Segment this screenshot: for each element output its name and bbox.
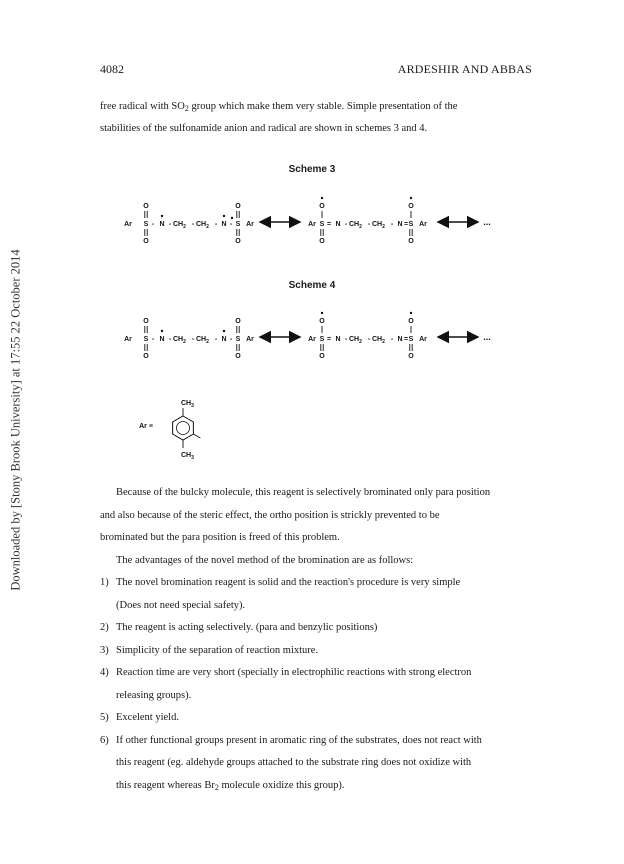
ch3-label: $CH_3$: [181, 452, 194, 461]
bond-dash: -: [229, 336, 233, 343]
ar-label: Ar: [419, 221, 427, 228]
ch2-label: $CH_2$: [173, 336, 186, 345]
oxygen-label: O: [319, 353, 325, 360]
radical-dot: [223, 215, 225, 217]
bond-dash: -: [151, 221, 155, 228]
oxygen-label: O: [143, 238, 149, 245]
ar-label: Ar: [246, 221, 254, 228]
oxygen-label: O: [408, 353, 414, 360]
bond-double: =: [403, 221, 409, 228]
ch2-label: $CH_2$: [196, 336, 209, 345]
list-text: Simplicity of the separation of reaction mixture.: [116, 644, 319, 656]
radical-dot: [321, 197, 323, 199]
radical-dot: [321, 312, 323, 314]
download-watermark-text: Downloaded by [Stony Brook University] at 17:55 22 October 2014: [8, 249, 23, 591]
list-text: The novel bromination reagent is solid and the reaction's procedure is very simple: [116, 577, 461, 588]
oxygen-label: O: [408, 318, 414, 325]
list-text-continued: (Does not need special safety).: [116, 599, 246, 611]
ar-label: Ar: [419, 336, 427, 343]
bond-dash: -: [229, 221, 233, 228]
ch2-label: $CH_2$: [349, 221, 362, 230]
sulfur-label: S: [408, 336, 414, 343]
sulfur-label: S: [235, 221, 241, 228]
list-number: 6): [100, 734, 109, 746]
sulfur-label: S: [143, 221, 149, 228]
radical-dot: [161, 215, 163, 217]
sulfur-label: S: [143, 336, 149, 343]
ch2-label: $CH_2$: [196, 221, 209, 230]
oxygen-label: O: [235, 353, 241, 360]
ar-label: Ar: [308, 221, 316, 228]
bond-dash: -: [367, 336, 371, 343]
oxygen-label: O: [235, 203, 241, 210]
oxygen-label: O: [143, 318, 149, 325]
ar-label: Ar: [308, 336, 316, 343]
aromatic-circle: [177, 422, 190, 435]
list-text: If other functional groups present in aromatic ring of the substrates, does not react with: [116, 734, 482, 746]
bond-dash: -: [214, 221, 218, 228]
scheme-3-title: Scheme 3: [288, 164, 336, 175]
list-text-continued: [100, 775, 532, 800]
body-paragraph-line: brominated but the para position is freed of this problem.: [100, 532, 340, 543]
benzene-ring: [173, 416, 194, 440]
list-number: 5): [100, 712, 109, 723]
page-number: 4082: [100, 62, 124, 76]
list-text: Reaction time are very short (specially in electrophilic reactions with strong electron: [116, 667, 472, 678]
advantage-item-6: [100, 730, 532, 800]
body-paragraph-line: and also because of the steric effect, the ortho position is strickly prevented to be: [100, 509, 440, 521]
nitrogen-label: N: [335, 221, 341, 228]
sulfur-label: S: [319, 336, 325, 343]
body-text: [100, 482, 532, 799]
bond-dash: -: [344, 221, 348, 228]
list-text: Excelent yield.: [116, 712, 179, 723]
oxygen-label: O: [235, 238, 241, 245]
intro-line-2: stabilities of the sulfonamide anion and radical are shown in schemes 3 and 4.: [100, 123, 428, 134]
oxygen-label: O: [319, 238, 325, 245]
list-number: 4): [100, 667, 109, 678]
advantage-item-2: [100, 617, 532, 640]
bond-dash: -: [390, 336, 394, 343]
oxygen-label: O: [143, 353, 149, 360]
oxygen-label: O: [319, 203, 325, 210]
ch2-label: $CH_2$: [173, 221, 186, 230]
radical-dot: [410, 312, 412, 314]
body-paragraph-line: Because of the bulcky molecule, this reagent is selectively brominated only para position: [116, 487, 491, 498]
intro-line-1-pre: free radical with SO: [100, 101, 185, 112]
advantage-item-3: [100, 640, 532, 663]
nitrogen-label: N: [159, 221, 165, 228]
ar-label: Ar: [124, 221, 132, 228]
ch2-label: $CH_2$: [372, 221, 385, 230]
bond-double: =: [326, 221, 332, 228]
list-number: 1): [100, 577, 109, 588]
oxygen-label: O: [319, 318, 325, 325]
attachment-bond: [193, 434, 200, 438]
list-text: The reagent is acting selectively. (para and benzylic positions): [116, 622, 378, 633]
scheme-4-title: Scheme 4: [288, 280, 336, 291]
list-number: 3): [100, 644, 109, 656]
sulfur-label: S: [319, 221, 325, 228]
ar-definition-label: Ar ≡: [139, 423, 153, 430]
bond-dash: -: [168, 221, 172, 228]
running-head: ARDESHIR AND ABBAS: [397, 62, 532, 76]
list-text-continued: releasing groups).: [116, 689, 192, 701]
br2-subscript: 2: [214, 782, 219, 792]
bond-dash: -: [168, 336, 172, 343]
oxygen-label: O: [408, 203, 414, 210]
oxygen-label: O: [408, 238, 414, 245]
advantage-item-5: [100, 707, 532, 730]
bond-dash: -: [344, 336, 348, 343]
nitrogen-label: N: [159, 336, 165, 343]
nitrogen-label: N: [397, 221, 403, 228]
radical-dot: [161, 330, 163, 332]
structure-drawing: [124, 197, 491, 461]
radical-dot: [410, 197, 412, 199]
sulfur-label: S: [408, 221, 414, 228]
oxygen-label: O: [143, 203, 149, 210]
nitrogen-label: N: [335, 336, 341, 343]
ch2-label: $CH_2$: [372, 336, 385, 345]
radical-dot: [231, 217, 233, 219]
continuation-ellipsis: ...: [483, 332, 491, 342]
continuation-ellipsis: ...: [483, 217, 491, 227]
list-number: 2): [100, 622, 109, 633]
ar-label: Ar: [246, 336, 254, 343]
so2-subscript: 2: [184, 104, 189, 113]
ch3-label: $CH_3$: [181, 400, 194, 409]
advantage-item-4: [100, 662, 532, 707]
radical-dot: [223, 330, 225, 332]
ch2-label: $CH_2$: [349, 336, 362, 345]
advantages-intro: The advantages of the novel method of the bromination are as follows:: [116, 554, 414, 566]
intro-line-1-post: group which make them very stable. Simple presentation of the: [188, 101, 458, 112]
item6-line3-pre: this reagent whereas Br: [116, 779, 215, 791]
nitrogen-label: N: [221, 221, 227, 228]
bond-dash: -: [214, 336, 218, 343]
bond-dash: -: [191, 336, 195, 343]
bond-dash: -: [390, 221, 394, 228]
ar-label: Ar: [124, 336, 132, 343]
bond-dash: -: [151, 336, 155, 343]
bond-dash: -: [191, 221, 195, 228]
list-text-continued: this reagent (eg. aldehyde groups attached to the substrate ring does not oxidize with: [116, 757, 472, 768]
bond-double: =: [326, 336, 332, 343]
sulfur-label: S: [235, 336, 241, 343]
nitrogen-label: N: [397, 336, 403, 343]
item6-line3-post: molecule oxidize this group).: [218, 779, 345, 791]
bond-dash: -: [367, 221, 371, 228]
advantage-item-1: [100, 572, 532, 617]
oxygen-label: O: [235, 318, 241, 325]
bond-double: =: [403, 336, 409, 343]
nitrogen-label: N: [221, 336, 227, 343]
